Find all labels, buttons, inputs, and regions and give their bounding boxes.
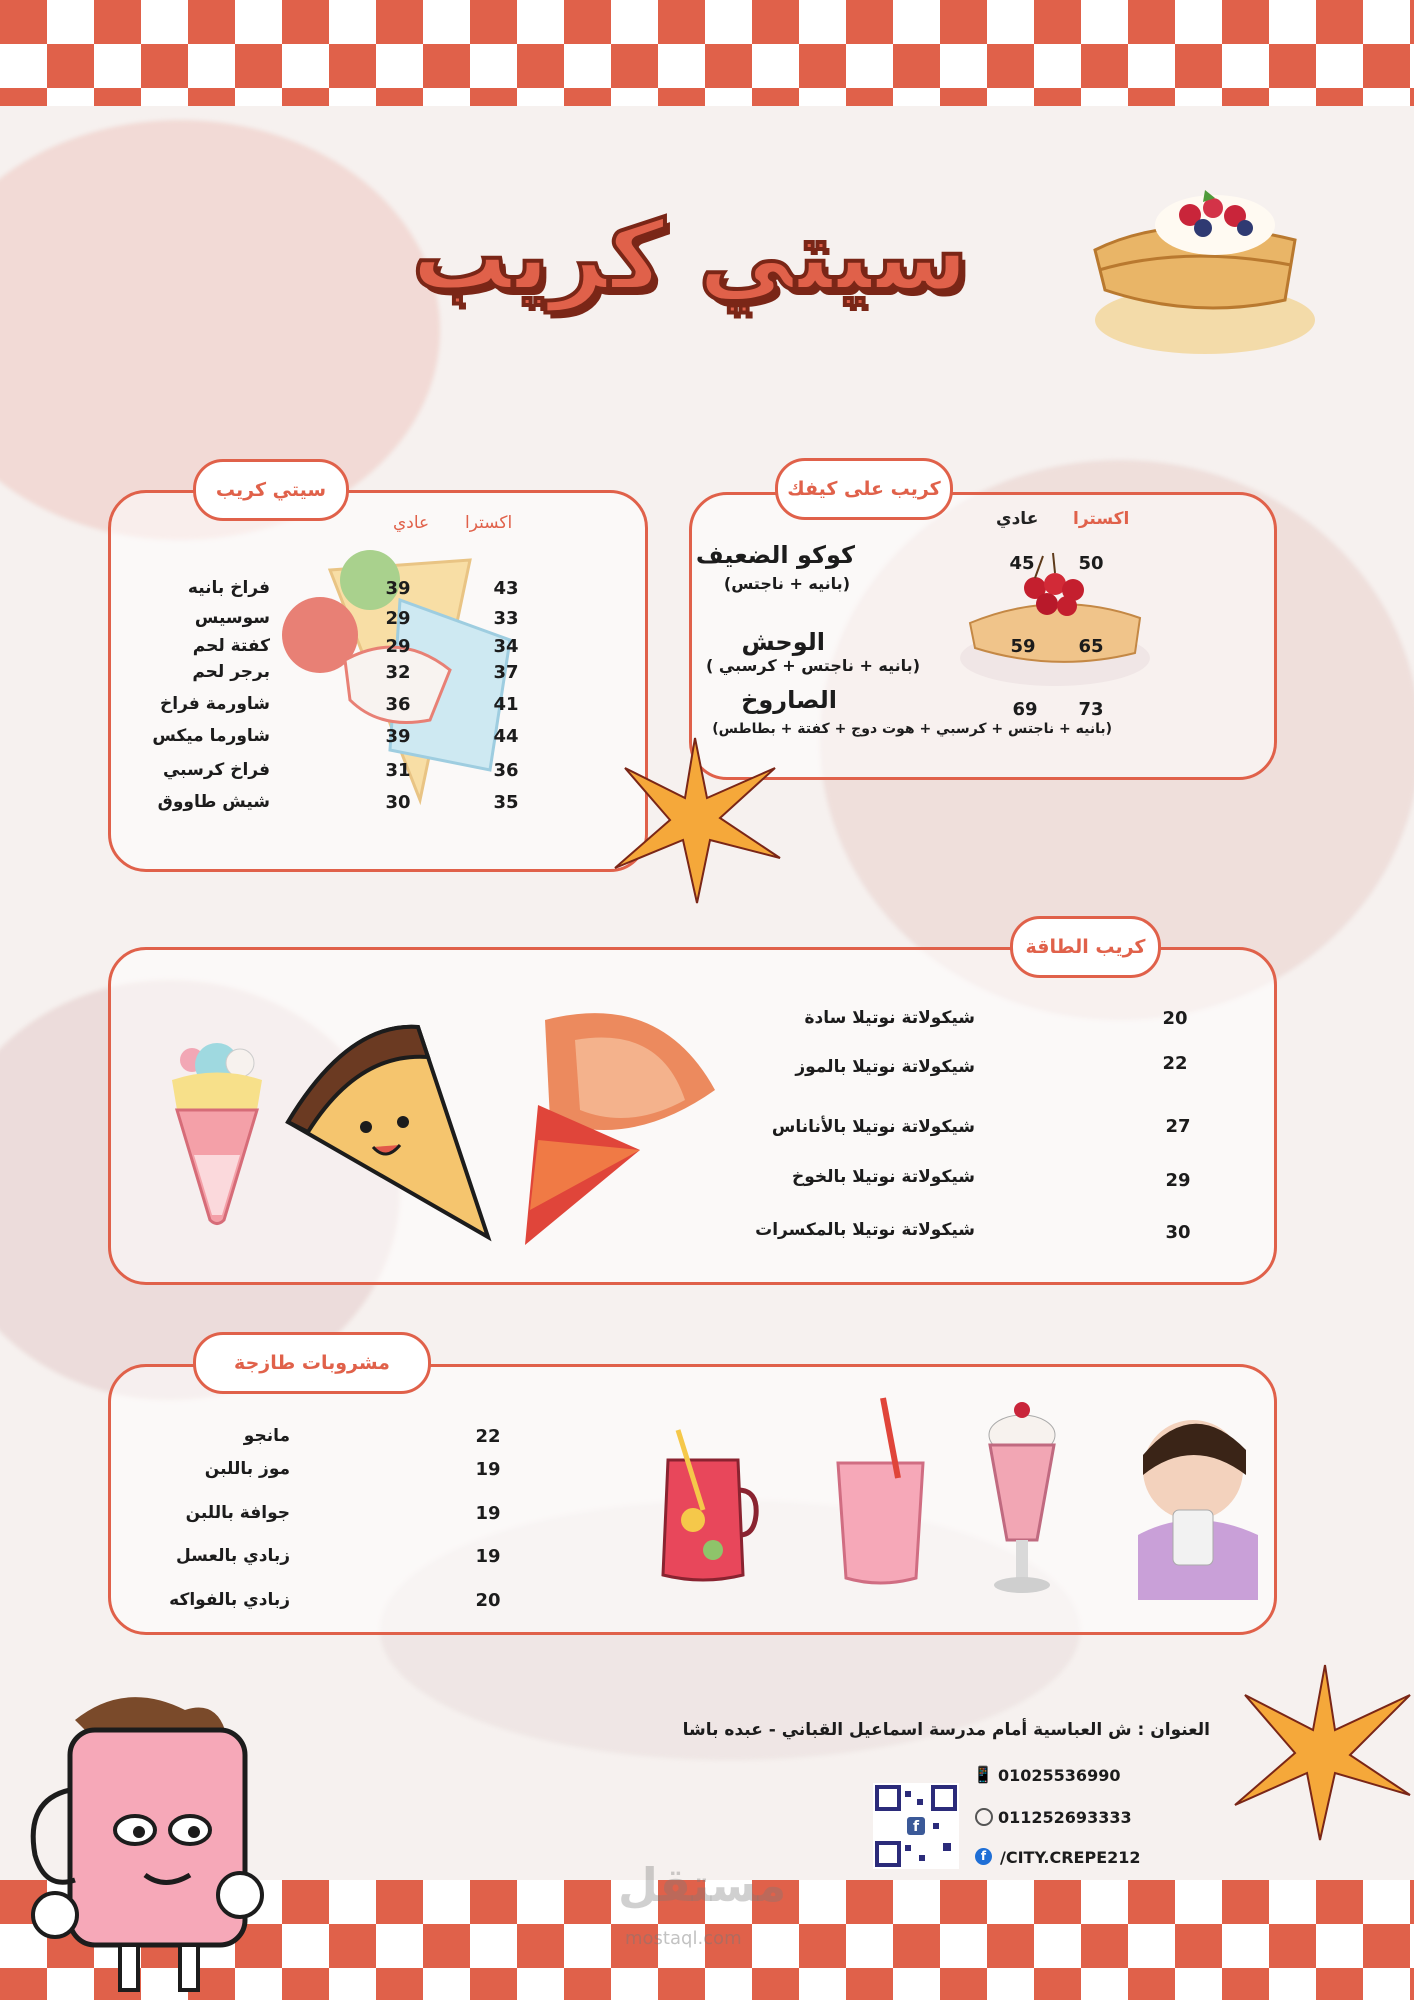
checker-tile bbox=[1363, 1968, 1410, 2000]
checker-tile bbox=[1269, 0, 1316, 44]
checker-tile bbox=[799, 1880, 846, 1924]
city-item-extra-price: 37 bbox=[493, 662, 519, 683]
drink-item-name: موز باللبن bbox=[204, 1459, 290, 1479]
checker-tile bbox=[47, 44, 94, 88]
checker-tile bbox=[517, 0, 564, 44]
checker-tile bbox=[329, 1924, 376, 1968]
checker-tile bbox=[141, 44, 188, 88]
whatsapp-icon bbox=[975, 1808, 993, 1826]
star-decoration bbox=[1225, 1655, 1414, 1845]
checker-tile bbox=[470, 1924, 517, 1968]
city-item-name: فراخ كرسبي bbox=[162, 760, 270, 780]
checker-tile bbox=[423, 44, 470, 88]
custom-item-extra-price: 73 bbox=[1078, 699, 1104, 720]
checker-tile bbox=[1128, 1880, 1175, 1924]
checker-tile bbox=[1081, 1924, 1128, 1968]
mug-character-illustration bbox=[15, 1680, 285, 2000]
city-item-regular-price: 31 bbox=[385, 760, 411, 781]
checker-tile bbox=[1363, 88, 1410, 106]
checker-tile bbox=[1081, 88, 1128, 106]
custom-item-extra-price: 65 bbox=[1078, 636, 1104, 657]
checker-tile bbox=[282, 0, 329, 44]
custom-item-name: الوحش bbox=[741, 628, 825, 656]
checker-tile bbox=[705, 88, 752, 106]
custom-item-name: الصاروخ bbox=[741, 686, 837, 714]
qr-code-icon[interactable] bbox=[873, 1783, 959, 1869]
phone-number[interactable]: 01025536990 bbox=[998, 1766, 1121, 1785]
checker-tile bbox=[799, 0, 846, 44]
checker-tile bbox=[470, 0, 517, 44]
checker-tile bbox=[1269, 1880, 1316, 1924]
drink-item-name: جوافة باللبن bbox=[185, 1503, 290, 1523]
checker-tile bbox=[658, 88, 705, 106]
drink-item-price: 19 bbox=[475, 1503, 501, 1524]
checker-tile bbox=[1081, 44, 1128, 88]
checker-tile bbox=[893, 0, 940, 44]
custom-item-extra-price: 50 bbox=[1078, 553, 1104, 574]
checker-tile bbox=[188, 88, 235, 106]
checker-tile bbox=[799, 44, 846, 88]
checker-tile bbox=[329, 0, 376, 44]
checker-tile bbox=[940, 1968, 987, 2000]
checker-tile bbox=[517, 88, 564, 106]
checker-tile bbox=[376, 0, 423, 44]
checker-tile bbox=[423, 1880, 470, 1924]
checker-tile bbox=[1034, 88, 1081, 106]
phone-icon: 📱 bbox=[973, 1765, 993, 1784]
checker-tile bbox=[846, 1968, 893, 2000]
crepe-character-illustration bbox=[278, 1012, 498, 1242]
checker-tile bbox=[376, 1968, 423, 2000]
checker-tile bbox=[1128, 44, 1175, 88]
city-item-name: شيش طاووق bbox=[157, 792, 270, 812]
checker-tile bbox=[1175, 44, 1222, 88]
checker-tile bbox=[799, 1968, 846, 2000]
checker-tile bbox=[1269, 88, 1316, 106]
checker-tile bbox=[1222, 0, 1269, 44]
checker-tile bbox=[846, 44, 893, 88]
checker-tile bbox=[1316, 44, 1363, 88]
checker-tile bbox=[564, 88, 611, 106]
energy-item-name: شيكولاتة نوتيلا بالخوخ bbox=[792, 1167, 975, 1187]
checker-tile bbox=[0, 44, 47, 88]
section-label-custom: كريب على كيفك bbox=[775, 458, 953, 520]
checker-tile bbox=[1363, 44, 1410, 88]
checker-tile bbox=[1222, 88, 1269, 106]
city-item-name: سوسيس bbox=[194, 608, 270, 628]
facebook-icon: f bbox=[975, 1848, 992, 1865]
custom-item-name: كوكو الضعيف bbox=[695, 541, 855, 569]
checker-tile bbox=[611, 88, 658, 106]
checker-tile bbox=[658, 1968, 705, 2000]
checker-tile bbox=[282, 1880, 329, 1924]
checker-tile bbox=[94, 88, 141, 106]
checker-tile bbox=[1175, 1968, 1222, 2000]
whatsapp-number[interactable]: 011252693333 bbox=[998, 1808, 1132, 1827]
energy-item-price: 22 bbox=[1162, 1053, 1188, 1074]
svg-text:f: f bbox=[912, 1819, 920, 1835]
checker-tile bbox=[1410, 1968, 1414, 2000]
checker-tile bbox=[940, 1880, 987, 1924]
city-item-regular-price: 29 bbox=[385, 608, 411, 629]
star-decoration bbox=[605, 728, 785, 908]
drink-item-name: مانجو bbox=[243, 1426, 290, 1446]
checker-tile bbox=[893, 44, 940, 88]
checker-tile bbox=[517, 1880, 564, 1924]
city-item-regular-price: 30 bbox=[385, 792, 411, 813]
checker-tile bbox=[282, 1924, 329, 1968]
drink-item-price: 19 bbox=[475, 1546, 501, 1567]
checker-tile bbox=[611, 44, 658, 88]
checker-tile bbox=[1222, 1968, 1269, 2000]
checker-tile bbox=[235, 44, 282, 88]
checker-tile bbox=[1316, 1968, 1363, 2000]
checker-tile bbox=[47, 0, 94, 44]
checker-tile bbox=[470, 1880, 517, 1924]
crepe-dessert-illustration bbox=[1085, 170, 1315, 370]
checker-tile bbox=[1410, 44, 1414, 88]
checker-tile bbox=[141, 88, 188, 106]
city-item-name: كفتة لحم bbox=[192, 636, 270, 656]
checker-tile bbox=[1175, 1880, 1222, 1924]
drink-item-price: 19 bbox=[475, 1459, 501, 1480]
checker-tile bbox=[376, 88, 423, 106]
checker-tile bbox=[94, 0, 141, 44]
checker-tile bbox=[893, 1968, 940, 2000]
city-item-regular-price: 39 bbox=[385, 578, 411, 599]
cherry-crepe-illustration bbox=[955, 548, 1155, 688]
checker-tile bbox=[1034, 1880, 1081, 1924]
checker-tile bbox=[987, 88, 1034, 106]
checker-tile bbox=[1410, 1924, 1414, 1968]
drink-item-name: زبادي بالعسل bbox=[176, 1546, 290, 1566]
checker-tile bbox=[1222, 1880, 1269, 1924]
checker-tile bbox=[517, 44, 564, 88]
city-item-extra-price: 36 bbox=[493, 760, 519, 781]
checker-tile bbox=[517, 1968, 564, 2000]
checker-tile bbox=[517, 1924, 564, 1968]
checker-tile bbox=[94, 44, 141, 88]
column-header-regular: عادي bbox=[393, 513, 430, 533]
checker-tile bbox=[611, 0, 658, 44]
checker-tile bbox=[705, 44, 752, 88]
checker-tile bbox=[705, 1968, 752, 2000]
checker-tile bbox=[470, 44, 517, 88]
checker-tile bbox=[376, 44, 423, 88]
checker-tile bbox=[329, 1880, 376, 1924]
checker-tile bbox=[282, 44, 329, 88]
custom-item-regular-price: 45 bbox=[1009, 553, 1035, 574]
checker-tile bbox=[1128, 88, 1175, 106]
facebook-handle[interactable]: /CITY.CREPE212 bbox=[1000, 1848, 1141, 1867]
custom-item-regular-price: 59 bbox=[1010, 636, 1036, 657]
checker-tile bbox=[1410, 0, 1414, 44]
checker-tile bbox=[1222, 1924, 1269, 1968]
drink-item-price: 20 bbox=[475, 1590, 501, 1611]
checker-tile bbox=[329, 44, 376, 88]
city-item-extra-price: 34 bbox=[493, 636, 519, 657]
strawberry-smoothie-illustration bbox=[828, 1398, 933, 1588]
checker-tile bbox=[188, 44, 235, 88]
checker-tile bbox=[1316, 0, 1363, 44]
milkshake-illustration bbox=[982, 1390, 1062, 1600]
checker-tile bbox=[423, 0, 470, 44]
city-item-regular-price: 36 bbox=[385, 694, 411, 715]
checker-tile bbox=[705, 0, 752, 44]
energy-item-name: شيكولاتة نوتيلا بالأناناس bbox=[771, 1117, 975, 1137]
checker-tile bbox=[1034, 0, 1081, 44]
checker-tile bbox=[1175, 88, 1222, 106]
checker-tile bbox=[1034, 44, 1081, 88]
city-item-name: فراخ بانيه bbox=[187, 578, 270, 598]
checker-tile bbox=[423, 1924, 470, 1968]
checker-tile bbox=[423, 1968, 470, 2000]
checker-tile bbox=[846, 0, 893, 44]
checker-tile bbox=[940, 0, 987, 44]
checker-tile bbox=[1410, 1880, 1414, 1924]
checker-tile bbox=[752, 1968, 799, 2000]
checker-tile bbox=[1316, 1880, 1363, 1924]
column-header-extra: اكسترا bbox=[465, 513, 513, 533]
section-label-drinks: مشروبات طازجة bbox=[193, 1332, 431, 1394]
checker-tile bbox=[846, 1924, 893, 1968]
checker-tile bbox=[1363, 1924, 1410, 1968]
checker-tile bbox=[564, 1968, 611, 2000]
checker-tile bbox=[235, 88, 282, 106]
checker-tile bbox=[752, 1924, 799, 1968]
checker-tile bbox=[47, 88, 94, 106]
city-item-extra-price: 44 bbox=[493, 726, 519, 747]
checker-tile bbox=[1175, 1924, 1222, 1968]
checker-tile bbox=[987, 1880, 1034, 1924]
city-item-regular-price: 32 bbox=[385, 662, 411, 683]
checker-tile bbox=[376, 1880, 423, 1924]
energy-item-name: شيكولاتة نوتيلا بالموز bbox=[795, 1057, 975, 1077]
checker-tile bbox=[188, 0, 235, 44]
checker-tile bbox=[799, 88, 846, 106]
checker-tile bbox=[1034, 1968, 1081, 2000]
checker-tile bbox=[1410, 88, 1414, 106]
checker-tile bbox=[0, 0, 47, 44]
checker-tile bbox=[329, 1968, 376, 2000]
checker-tile bbox=[893, 1924, 940, 1968]
girl-drinking-illustration bbox=[1118, 1395, 1268, 1600]
checker-tile bbox=[1175, 0, 1222, 44]
drink-item-price: 22 bbox=[475, 1426, 501, 1447]
energy-item-price: 20 bbox=[1162, 1008, 1188, 1029]
checker-tile bbox=[1081, 0, 1128, 44]
city-item-extra-price: 35 bbox=[493, 792, 519, 813]
checker-tile bbox=[940, 44, 987, 88]
checker-tile bbox=[987, 1968, 1034, 2000]
column-header-extra: اكسترا bbox=[1073, 509, 1130, 529]
checker-tile bbox=[1128, 0, 1175, 44]
checker-tile bbox=[141, 0, 188, 44]
section-label-energy: كريب الطاقة bbox=[1010, 916, 1161, 978]
checker-tile bbox=[658, 44, 705, 88]
checker-tile bbox=[611, 1968, 658, 2000]
checker-tile bbox=[658, 0, 705, 44]
checker-tile bbox=[752, 44, 799, 88]
checker-tile bbox=[1128, 1924, 1175, 1968]
checker-tile bbox=[564, 1924, 611, 1968]
energy-item-name: شيكولاتة نوتيلا بالمكسرات bbox=[755, 1220, 975, 1240]
checker-tile bbox=[470, 1968, 517, 2000]
menu-title: سيتي كريب bbox=[411, 200, 969, 312]
checker-tile bbox=[893, 1880, 940, 1924]
energy-item-price: 27 bbox=[1165, 1116, 1191, 1137]
checker-tile bbox=[564, 1880, 611, 1924]
checker-tile bbox=[1363, 0, 1410, 44]
drink-item-name: زبادي بالفواكه bbox=[169, 1590, 290, 1610]
watermark-arabic: مستقل bbox=[618, 1858, 787, 1912]
checker-tile bbox=[1269, 1924, 1316, 1968]
custom-item-regular-price: 69 bbox=[1012, 699, 1038, 720]
checker-tile bbox=[940, 88, 987, 106]
city-item-name: شاورمة فراخ bbox=[160, 694, 270, 714]
checker-tile bbox=[282, 88, 329, 106]
checker-tile bbox=[1363, 1880, 1410, 1924]
checker-tile bbox=[1081, 1968, 1128, 2000]
checker-tile bbox=[376, 1924, 423, 1968]
checker-tile bbox=[1316, 88, 1363, 106]
checker-tile bbox=[987, 44, 1034, 88]
address-text: العنوان : ش العباسية أمام مدرسة اسماعيل القباني - عبده باشا bbox=[682, 1720, 1210, 1740]
custom-item-desc: (بانيه + ناجتس + كرسبي + هوت دوج + كفتة + بطاطس) bbox=[712, 721, 1112, 737]
checker-tile bbox=[846, 1880, 893, 1924]
checker-tile bbox=[987, 1924, 1034, 1968]
custom-item-desc: (بانيه + ناجتس + كرسبي ) bbox=[706, 656, 920, 675]
checker-tile bbox=[893, 88, 940, 106]
checker-tile bbox=[846, 88, 893, 106]
checker-tile bbox=[329, 88, 376, 106]
checker-tile bbox=[564, 0, 611, 44]
checker-tile bbox=[564, 44, 611, 88]
checker-tile bbox=[1316, 1924, 1363, 1968]
city-item-extra-price: 43 bbox=[493, 578, 519, 599]
checker-tile bbox=[940, 1924, 987, 1968]
checker-tile bbox=[799, 1924, 846, 1968]
checker-tile bbox=[1222, 44, 1269, 88]
checker-tile bbox=[752, 0, 799, 44]
city-item-name: برجر لحم bbox=[192, 662, 270, 682]
checker-tile bbox=[1081, 1880, 1128, 1924]
checker-tile bbox=[1269, 44, 1316, 88]
checker-tile bbox=[423, 88, 470, 106]
checker-tile bbox=[752, 88, 799, 106]
checker-tile bbox=[1034, 1924, 1081, 1968]
checker-border-top bbox=[0, 0, 1414, 106]
city-item-regular-price: 29 bbox=[385, 636, 411, 657]
checker-tile bbox=[0, 88, 47, 106]
column-header-regular: عادي bbox=[996, 509, 1039, 529]
checker-tile bbox=[235, 0, 282, 44]
juice-jar-illustration bbox=[648, 1430, 758, 1585]
section-label-city: سيتي كريب bbox=[193, 459, 349, 521]
checker-tile bbox=[1269, 1968, 1316, 2000]
watermark-latin: mostaql.com bbox=[625, 1928, 742, 1949]
energy-item-price: 30 bbox=[1165, 1222, 1191, 1243]
custom-item-desc: (بانيه + ناجتس) bbox=[723, 574, 850, 593]
city-item-extra-price: 33 bbox=[493, 608, 519, 629]
ice-cream-cone-illustration bbox=[162, 1035, 272, 1230]
city-item-extra-price: 41 bbox=[493, 694, 519, 715]
checker-tile bbox=[470, 88, 517, 106]
energy-item-name: شيكولاتة نوتيلا سادة bbox=[804, 1008, 975, 1028]
city-item-name: شاورما ميكس bbox=[152, 726, 270, 746]
checker-tile bbox=[1128, 1968, 1175, 2000]
abstract-crepe-illustration bbox=[520, 1000, 720, 1250]
checker-tile bbox=[987, 0, 1034, 44]
energy-item-price: 29 bbox=[1165, 1170, 1191, 1191]
checker-tile bbox=[282, 1968, 329, 2000]
city-item-regular-price: 39 bbox=[385, 726, 411, 747]
